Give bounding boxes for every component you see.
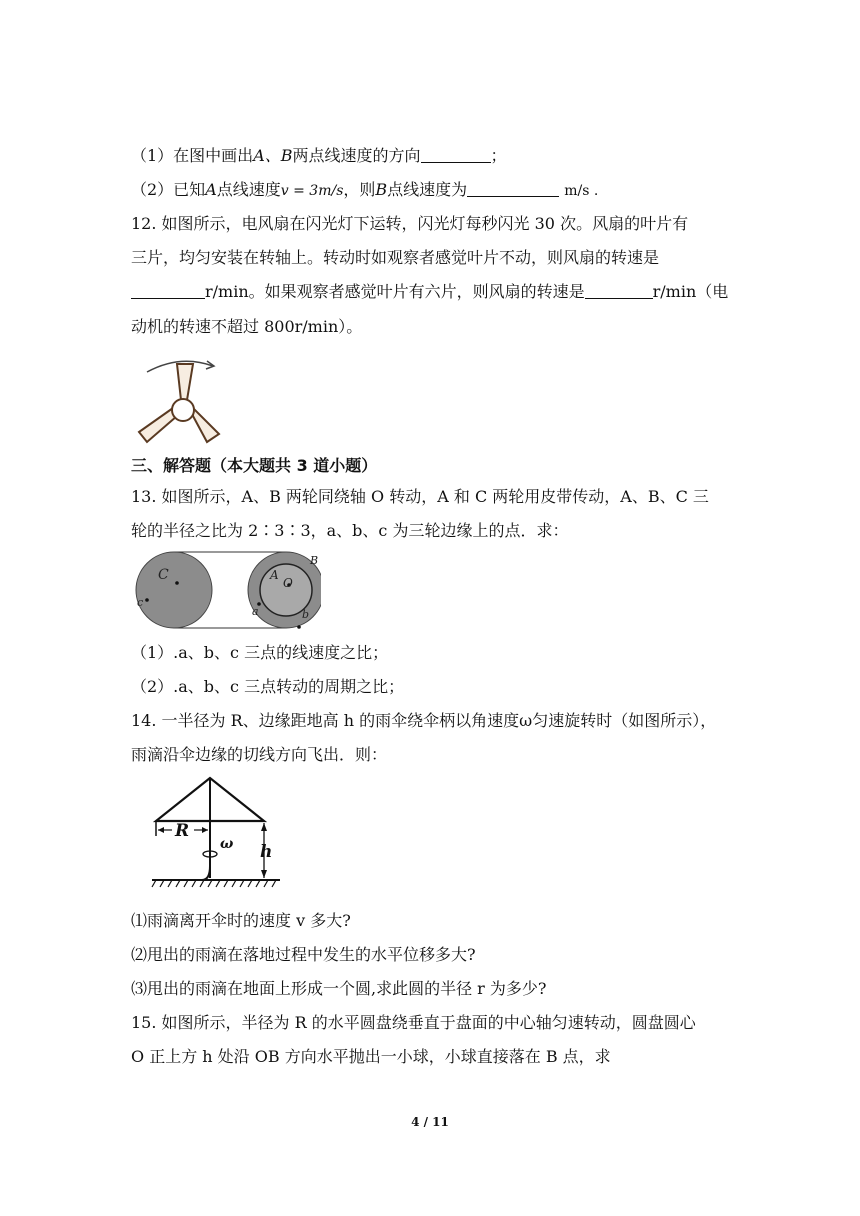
answer-blank[interactable]	[131, 284, 205, 299]
q11-part2: （2）已知A点线速度v = 3m/s，则B点线速度为 m/s .	[131, 180, 599, 199]
q15-line1: 15. 如图所示，半径为 R 的水平圆盘绕垂直于盘面的中心轴匀速转动，圆盘圆心	[131, 1013, 696, 1032]
q13-line2: 轮的半径之比为 2∶3∶3，a、b、c 为三轮边缘上的点．求：	[131, 521, 569, 540]
label-R: R	[175, 821, 190, 841]
label-h: h	[260, 842, 273, 862]
q14-line1: 14. 一半径为 R、边缘距地高 h 的雨伞绕伞柄以角速度ω匀速旋转时（如图所示），	[131, 711, 717, 730]
section-heading: 三、解答题（本大题共 3 道小题）	[131, 456, 378, 475]
page-number: 4 / 11	[411, 1115, 449, 1129]
label-c: c	[137, 596, 144, 609]
q14-sub2: ⑵甩出的雨滴在落地过程中发生的水平位移多大?	[131, 945, 476, 964]
label-C: C	[158, 567, 169, 583]
label-O: O	[283, 576, 293, 590]
pulley-figure	[131, 548, 321, 636]
q12-line4: 动机的转速不超过 800r/min）。	[131, 317, 363, 336]
q14-sub3: ⑶甩出的雨滴在地面上形成一个圆,求此圆的半径 r 为多少?	[131, 979, 547, 998]
answer-blank[interactable]	[421, 148, 491, 163]
label-omega: ω	[220, 836, 234, 852]
q12-line2: 三片，均匀安装在转轴上。转动时如观察者感觉叶片不动，则风扇的转速是	[131, 248, 660, 267]
answer-blank[interactable]	[585, 284, 653, 299]
q13-sub2: （2）.a、b、c 三点转动的周期之比；	[131, 677, 405, 696]
label-B: B	[310, 554, 319, 567]
label-A: A	[270, 568, 279, 582]
q13-sub1: （1）.a、b、c 三点的线速度之比；	[131, 643, 389, 662]
q14-sub1: ⑴雨滴离开伞时的速度 v 多大?	[131, 911, 351, 930]
q14-line2: 雨滴沿伞边缘的切线方向飞出．则：	[131, 745, 388, 764]
q12-line1: 12. 如图所示，电风扇在闪光灯下运转，闪光灯每秒闪光 30 次。风扇的叶片有	[131, 214, 689, 233]
q12-line3: r/min。如果观察者感觉叶片有六片，则风扇的转速是 r/min（电	[131, 282, 728, 302]
label-a: a	[252, 605, 259, 618]
q15-line2: O 正上方 h 处沿 OB 方向水平抛出一小球，小球直接落在 B 点，求	[131, 1047, 611, 1066]
label-b: b	[302, 608, 310, 621]
answer-blank[interactable]	[467, 182, 559, 197]
umbrella-figure	[148, 774, 288, 892]
q13-line1: 13. 如图所示，A、B 两轮同绕轴 O 转动，A 和 C 两轮用皮带传动，A、B、C 三	[131, 487, 709, 506]
fan-figure	[135, 350, 235, 446]
q11-part1: （1）在图中画出A、B两点线速度的方向 ；	[131, 146, 507, 165]
